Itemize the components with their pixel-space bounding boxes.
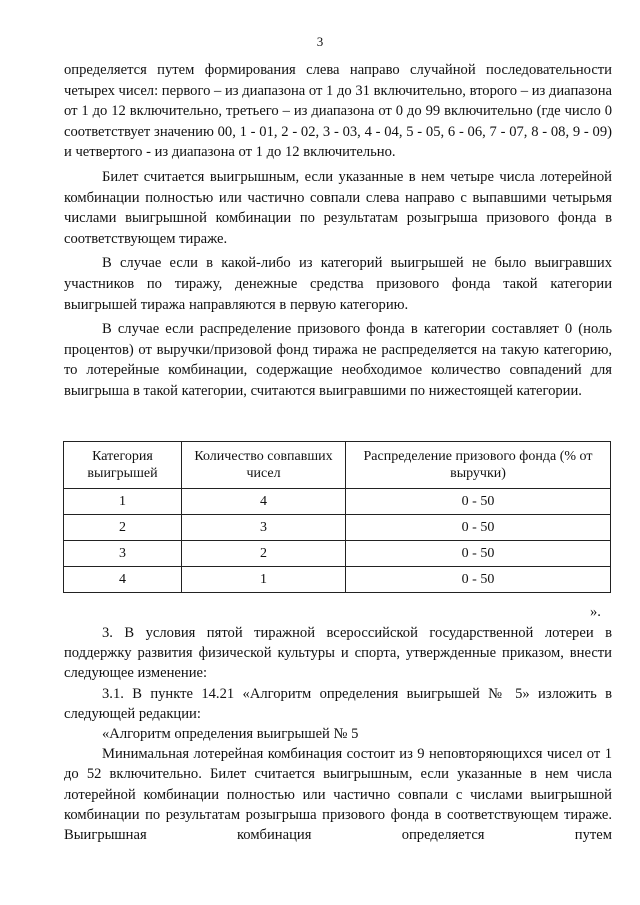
table-cell: 2 [182,541,346,567]
table-row [64,567,611,593]
table-cell: 0 - 50 [346,567,611,593]
table-cell: 0 - 50 [346,515,611,541]
table-cell: 0 - 50 [346,541,611,567]
paragraph: В случае если распределение призового фонда в категории составляет 0 (ноль процентов) от выручки/призовой фонд тиража не распределяется на такую категорию, то лотерейные комбинации, содержащие необходимое количество совпадений для выигрыша в такой категории, считаются выигравшими по нижестоящей категории. [64,321,612,399]
table-cell: 1 [64,489,182,515]
table-header-row [64,442,611,489]
table-cell: 3 [64,541,182,567]
paragraph: «Алгоритм определения выигрышей № 5 [102,726,359,743]
closing-quote: ». [590,604,601,620]
paragraph: В случае если в какой-либо из категорий выигрышей не было выигравших участников по тиражу, денежные средства призового фонда такой категории выигрышей тиража направляются в первую категорию. [64,255,612,313]
table-cell: 3 [182,515,346,541]
paragraph: Билет считается выигрышным, если указанные в нем четыре числа лотерейной комбинации полностью или частично совпали слева направо с выпавшими четырьмя числами выигрышной комбинации по результатам розыгрыша призового фонда в соответствующем тираже. [64,168,612,247]
table-row [64,489,611,515]
body-text-bottom [64,623,612,845]
prize-distribution-table [63,441,611,593]
paragraph: Минимальная лотерейная комбинация состоит из 9 неповторяющихся чисел от 1 до 52 включительно. Билет считается выигрышным, если указанные в нем числа лотерейной комбинации полностью или частично совпали с числами выигрышной комбинации по результатам розыгрыша призового фонда в соответствующем тираже. Выигрышная комбинация определяется путем [64,746,612,844]
table-cell: 2 [64,515,182,541]
paragraph: 3. В условия пятой тиражной всероссийской государственной лотереи в поддержку развития физической культуры и спорта, утвержденные приказом, внести следующее изменение: [64,625,612,682]
table-cell: 0 - 50 [346,489,611,515]
table-cell: 4 [64,567,182,593]
body-text-top [64,60,612,402]
table-cell: 1 [182,567,346,593]
paragraph: определяется путем формирования слева направо случайной последовательности четырех чисел: первого – из диапазона от 1 до 31 включительно, второго – из диапазона от 1 до 12 включительно, третьего – из диапазона от 0 до 99 включительно (где число 0 соответствует значению 00, 1 - 01, 2 - 02, 3 - 03, 4 - 04, 5 - 05, 6 - 06, 7 - 07, 8 - 08, 9 - 09) и четвертого - из диапазона от 1 до 12 включительно. [64,62,612,161]
table-cell: 4 [182,489,346,515]
column-header: Распределение призового фонда (% от выручки) [346,442,611,489]
column-header: Количество совпавших чисел [182,442,346,489]
table-row [64,541,611,567]
column-header: Категория выигрышей [64,442,182,489]
page-number: 3 [316,34,324,49]
paragraph: 3.1. В пункте 14.21 «Алгоритм определения выигрышей № 5» изложить в следующей редакции: [64,685,612,722]
table-row [64,515,611,541]
